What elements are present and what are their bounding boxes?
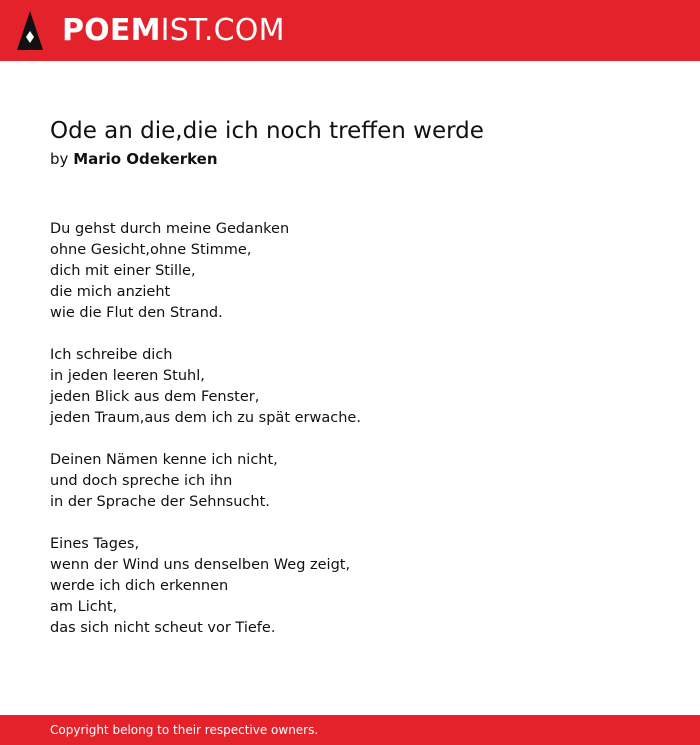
poem-header — [50, 115, 660, 170]
poem-line: dich mit einer Stille, — [50, 263, 196, 279]
poem-line: in jeden leeren Stuhl, — [50, 368, 205, 384]
site-header — [0, 0, 700, 61]
poem-line: die mich anzieht — [50, 284, 171, 300]
poem-line: in der Sprache der Sehnsucht. — [50, 494, 270, 510]
site-footer — [0, 715, 700, 745]
byline — [50, 148, 660, 170]
poem-line: am Licht, — [50, 599, 118, 615]
poem-line: Deinen Nämen kenne ich nicht, — [50, 452, 278, 468]
copyright-text: Copyright belong to their respective owners. — [50, 723, 319, 737]
poem-line: Ich schreibe dich — [50, 347, 173, 363]
poem-body — [50, 219, 660, 660]
by-label: by — [50, 150, 69, 168]
poem-title: Ode an die,die ich noch treffen werde — [50, 118, 484, 144]
poem-line: jeden Traum,aus dem ich zu spät erwache. — [50, 410, 361, 426]
logo-text-bold: POEM — [62, 13, 161, 48]
site-logo[interactable] — [62, 13, 285, 49]
logo-text-light: IST.COM — [160, 13, 285, 48]
stanza-1 — [50, 219, 660, 324]
poem-line: das sich nicht scheut vor Tiefe. — [50, 620, 276, 636]
stanza-3 — [50, 450, 660, 513]
poem-line: werde ich dich erkennen — [50, 578, 229, 594]
stanza-4 — [50, 534, 660, 639]
poem-line: und doch spreche ich ihn — [50, 473, 233, 489]
poem-line: ohne Gesicht,ohne Stimme, — [50, 242, 252, 258]
poem-line: Eines Tages, — [50, 536, 140, 552]
poem-line: wenn der Wind uns denselben Weg zeigt, — [50, 557, 351, 573]
pencil-tip-icon[interactable] — [16, 10, 44, 52]
poem-line: jeden Blick aus dem Fenster, — [50, 389, 260, 405]
poem-line: wie die Flut den Strand. — [50, 305, 223, 321]
stanza-2 — [50, 345, 660, 429]
poem-line: Du gehst durch meine Gedanken — [50, 221, 290, 237]
author-name: Mario Odekerken — [73, 150, 218, 168]
